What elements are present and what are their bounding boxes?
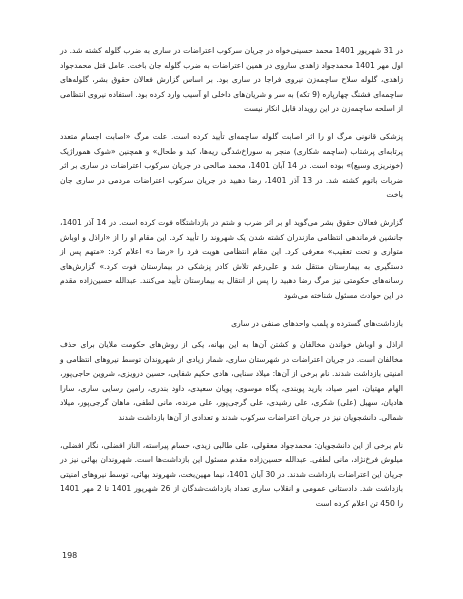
paragraph-3: گزارش فعالان حقوق بشر می‌گوید او بر اثر ضرب و شتم در بازداشتگاه فوت کرده است. در 14 آذر 1401، جانشین فرماندهی انتظامی مازندران کشته شدن یک شهروند را تأیید کرد. این مقام او را از «اراذل و اوباش متواری و تحت تعقیب» معرفی کرد. این مقام انتظامی هویت فرد را «رضا د» اعلام کرد: «متهم پس از دستگیری به بیمارستان منتقل شد و علی‌رغم تلاش کادر پزشکی در بیمارستان فوت کرد.» گزارش‌های رسانه‌های حکومتی نیز مرگ رضا دهبید را پس از انتقال به بیمارستان تأیید می‌کنند. عبدالله حسین‌زاده مقدم در این حوادث مسئول شناخته می‌شود	[60, 217, 403, 300]
section-heading: بازداشت‌های گسترده و پلمب واحدهای صنفی در ساری	[231, 318, 403, 328]
page-number: 198	[62, 551, 78, 560]
paragraph-2: پزشکی قانونی مرگ او را اثر اصابت گلوله ساچمه‌ای تأیید کرده است. علت مرگ «اصابت اجسام متعدد پرتابه‌ای پرشتاب (ساچمه شکاری) منجر به سوراخ‌شدگی ریه‌ها، کبد و طحال» و همچنین «شوک هموراژیک (خونریزی وسیع)» بوده است. در 14 آبان 1401، محمد صالحی در جریان سرکوب اعتراضات در ساری بر اثر ضربات باتوم کشته شد. در 13 آذر 1401، رضا دهبید در جریان سرکوب اعتراضات مردمی در ساری جان باخت	[60, 131, 403, 200]
paragraph-5: نام برخی از این دانشجویان: محمدجواد معقولی، علی طالبی زیدی، حسام پیراسته، الناز افضلی، نگار افضلی، میلوش فرخ‌نژاد، مانی لطفی. عبدالله حسین‌زاده مقدم مسئول این بازداشت‌ها است. شهروندان بهائی نیز در جریان این اعتراضات بازداشت شدند. در 30 آبان 1401، نیما مهین‌بخت، شهروند بهائی، توسط نیروهای امنیتی بازداشت شد. دادستانی عمومی و انقلاب ساری تعداد بازداشت‌شدگان از 26 شهریور 1401 تا 2 مهر 1401 را 450 تن اعلام کرده است	[60, 440, 403, 509]
document-body	[60, 44, 403, 525]
paragraph-4: اراذل و اوباش خواندن مخالفان و کشتن آن‌ها به این بهانه، یکی از روش‌های حکومت ملایان برای حذف مخالفان است. در جریان اعتراضات در شهرستان ساری، شمار زیادی از شهروندان توسط نیروهای انتظامی و امنیتی بازداشت شدند. نام برخی از آن‌ها: میلاد سنایی، هادی حکیم شفایی، حسین درویزی، شروین حاجی‌پور، الهام مهتیان، امیر صیاد، بارید پوبندی، پگاه موسوی، پویان سعیدی، داود بندری، رامین رسایی ساری، سارا هادیان، سهیل (علی) شکری، علی رشیدی، علی گرجی‌پور، علی مرنده، مانی لطفی، ماهان گرجی‌پور، میلاد شمالی. دانشجویان نیز در جریان اعتراضات سرکوب شدند و تعدادی از آن‌ها بازداشت شدند	[60, 340, 403, 423]
paragraph-1: در 31 شهریور 1401 محمد حسینی‌خواه در جریان سرکوب اعتراضات در ساری به ضرب گلوله کشته شد. در اول مهر 1401 محمدجواد زاهدی ساروی در همین اعتراضات به ضرب گلوله جان باخت. عامل قتل محمدجواد زاهدی، گلوله سلاح ساچمه‌زن نیروی فراجا در ساری بود. بر اساس گزارش فعالان حقوق بشر، گلوله‌های ساچمه‌ای فشنگ چهارپاره (9 تکه) به سر و شریان‌های داخلی او آسیب وارد کرده بود. استفاده نیروی انتظامی از اسلحه ساچمه‌زن در این رویداد قابل انکار نیست	[60, 46, 403, 114]
